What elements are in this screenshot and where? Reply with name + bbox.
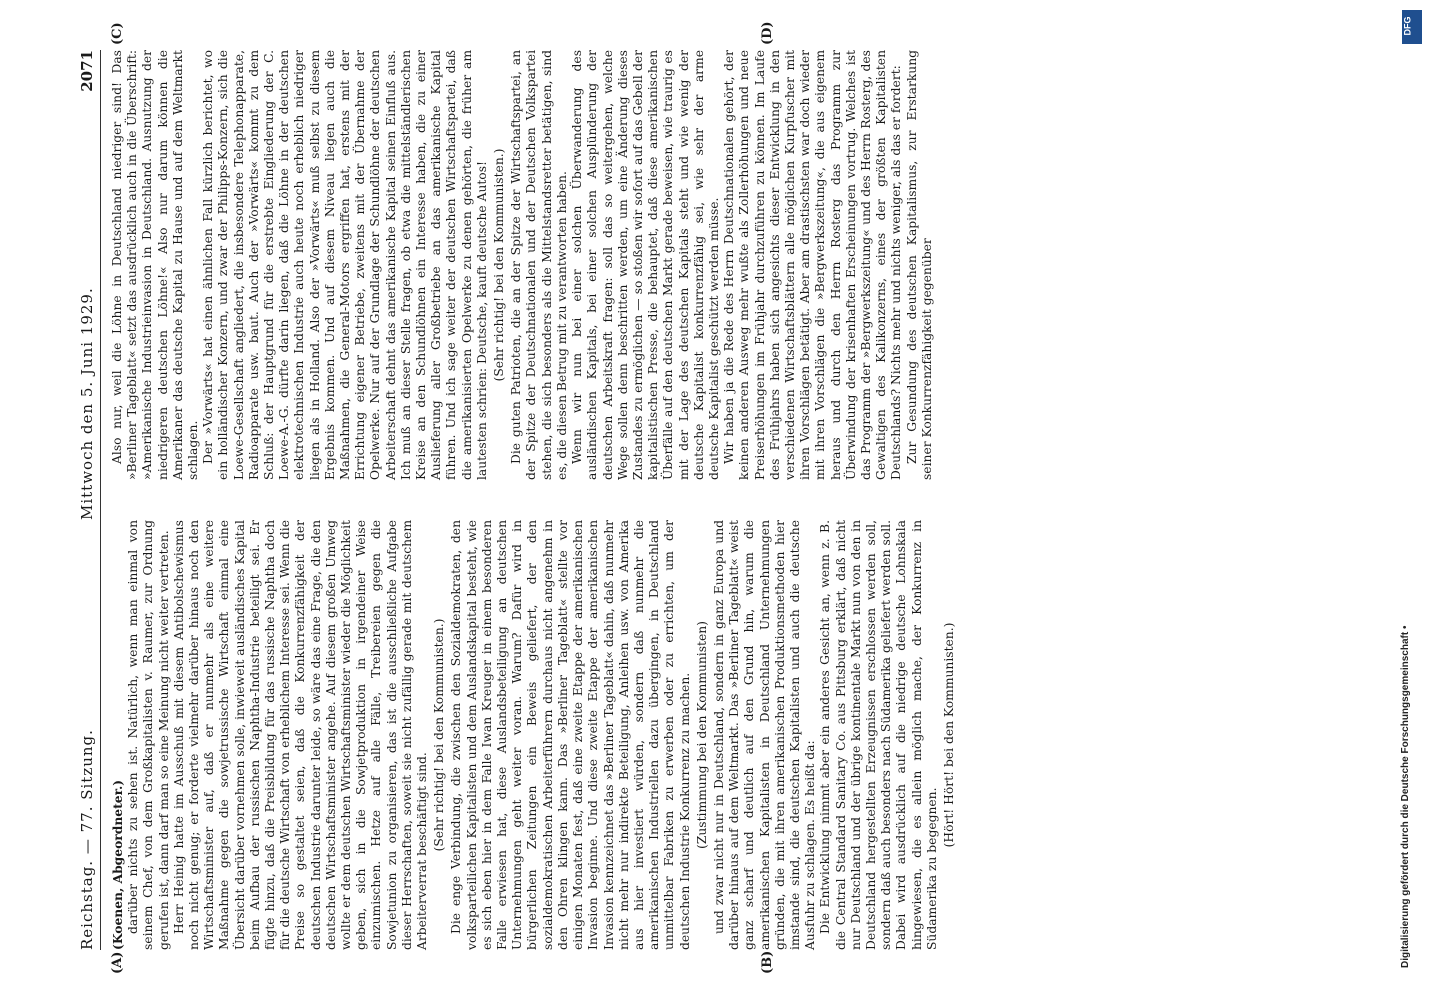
interjection: (Sehr richtig! bei den Kommunisten.) [492,148,507,382]
right-column [110,50,935,480]
paragraph: Zur Gesundung des deutschen Kapitalismus, zur Erstarkung seiner Konkurrenzfähigkeit gegenüber [904,50,934,480]
page-number: 2071 [78,50,96,92]
header-session: Reichstag. — 77. Sitzung. [78,729,96,950]
paragraph: und zwar nicht nur in Deutschland, sondern in ganz Europa und darüber hinaus auf dem Weltmarkt. Das »Berliner Tageblatt« weist ganz scharf und deutlich auf den Grund hin, warum die amerikanischen Kapitalisten in Deutschland Unternehmungen gründen, die mit ihren amerikanischen Produktionsmethoden hier imstande sind, die deutschen Kapitalisten und auch die deutsche Ausfuhr zu schlagen. Es heißt da: [711,520,818,950]
margin-marker-a: (A) [110,951,125,974]
margin-marker-b: (B) [760,950,775,974]
left-column [110,520,959,950]
interjection: (Hört! Hört! bei den Kommunisten.) [941,622,956,848]
digitization-footer [1398,8,1428,993]
paragraph: Herr Heinig hatte im Ausschuß mit diesem Antibolschewismus noch nicht genug; er forderte vielmehr darüber hinaus noch den Wirtschaftsminister auf, daß er nunmehr als eine weitere Maßnahme gegen die sowjetrussische Wirtschaft einmal eine Übersicht darüber vornehmen solle, inwieweit ausländisches Kapital beim Aufbau der russischen Naphtha-Industrie beteiligt sei. Er fügte hinzu, daß die Preisbildung für das russische Naphtha doch für die deutsche Wirtschaft von erheblichem Interesse sei. Wenn die Preise so gestaltet seien, daß die Konkurrenzfähigkeit der deutschen Industrie darunter leide, so wäre das eine Frage, die den deutschen Wirtschaftsminister angehe. Auf diesem großen Umweg wollte er dem deutschen Wirtschaftsminister wieder die Möglichkeit geben, sich in die Sowjetproduktion in irgendeiner Weise einzumischen. Hetze auf alle Fälle, Treibereien gegen die Sowjetunion zu organisieren, das ist die ausschließliche Aufgabe dieser Herrschaften, soweit sie nicht zufällig gerade mit deutschem Arbeiterverrat beschäftigt sind. [171,520,430,950]
paragraph: darüber nichts zu sehen ist. Natürlich, wenn man einmal von seinem Chef, von dem Großkapitalisten v. Raumer, zur Ordnung gerufen ist, dann darf man so eine Meinung nicht weiter vertreten. [126,520,171,950]
funding-notice: Digitalisierung gefördert durch die Deutsche Forschungsgemeinschaft • [1400,625,1411,968]
paragraph: Wenn wir nun bei einer solchen Überwanderung des ausländischen Kapitals, bei einer solchen Ausplünderung der deutschen Arbeitskraft fragen: soll das so weitergehen, welche Wege sollen denn beschritten werden, um eine Änderung dieses Zustandes zu ermöglichen — so stoßen wir sofort auf das Gebell der kapitalistischen Presse, die behauptet, daß diese amerikanischen Überfälle auf den deutschen Markt gerade beweisen, wie traurig es mit der Lage des deutschen Kapitals steht und wie wenig der deutsche Kapitalist konkurrenzfähig sei, wie sehr der arme deutsche Kapitalist geschützt werden müsse. [570,50,721,480]
header-date: Mittwoch den 5. Juni 1929. [78,287,96,520]
header-rule [100,50,101,950]
paragraph: Die guten Patrioten, die an der Spitze der Wirtschaftspartei, an der Spitze der Deutschnationalen und der Deutschen Volkspartei stehen, die sich besonders als die Mittelstandsretter betätigen, sind es, die diesen Betrug mit zu verantworten haben. [509,50,569,480]
paragraph: Der »Vorwärts« hat einen ähnlichen Fall kürzlich berichtet, wo ein holländischer Konzern, und zwar der Philipps-Konzern, sich die Loewe-Gesellschaft angliedert, die insbesondere Telephonapparate, Radioapparate usw. baut. Auch der »Vorwärts« kommt zu dem Schluß: der Hauptgrund für die erstrebte Eingliederung der C. Loewe-A.-G. dürfte darin liegen, daß die Löhne in der deutschen elektrotechnischen Industrie auch heute noch erheblich niedriger liegen als in Holland. Also der »Vorwärts« muß selbst zu diesem Ergebnis kommen. Und auf diesem Niveau liegen auch die Maßnahmen, die General-Motors ergriffen hat, erstens mit der Errichtung eigener Betriebe, zweitens mit der Übernahme der Opelwerke. Nur auf der Grundlage der Schundlöhne der deutschen Arbeiterschaft dehnt das amerikanische Kapital seinen Einfluß aus. Ich muß an dieser Stelle fragen, ob etwa die mittelständlerischen Kreise an den Schundlöhnen ein Interesse haben, die zu einer Auslieferung aller Großbetriebe an das amerikanische Kapital führen. Und ich sage weiter der deutschen Wirtschaftspartei, daß die amerikanisierten Opelwerke zu denen gehörten, die früher am lautesten schrien: Deutsche, kauft deutsche Autos! [201,50,489,480]
margin-marker-d: (D) [760,21,775,45]
document-page [60,20,1380,980]
paragraph: Die enge Verbindung, die zwischen den Sozialdemokraten, den volksparteilichen Kapitalisten und dem Auslandskapital besteht, wie es sich eben hier in dem Falle Iwan Kreuger in einem besonderen Falle erwiesen hat, diese Auslandsbeteiligung an deutschen Unternehmungen geht weiter voran. Warum? Dafür wird in bürgerlichen Zeitungen ein Beweis geliefert, der den sozialdemokratischen Arbeiterführern durchaus nicht angenehm in den Ohren klingen kann. Das »Berliner Tageblatt« stellte vor einigen Monaten fest, daß eine zweite Etappe der amerikanischen Invasion beginne. Und diese zweite Etappe der amerikanischen Invasion kennzeichnet das »Berliner Tageblatt« dahin, daß nunmehr nicht mehr nur indirekte Beteiligung, Anleihen usw. von Amerika aus hier investiert würden, sondern daß nunmehr die amerikanischen Industriellen dazu übergingen, in Deutschland unmittelbar Fabriken zu erwerben oder zu errichten, um der deutschen Industrie Konkurrenz zu machen. [449,520,692,950]
interjection: (Zustimmung bei den Kommunisten) [694,621,709,849]
quotation: Die Entwicklung nimmt aber ein anderes Gesicht an, wenn z. B. die Central Standard Sanitary Co. aus Pittsburg erklärt, daß nicht nur Deutschland und der übrige kontinentale Markt nun von den in Deutschland hergestellten Erzeugnissen erschlossen werden soll, sondern daß auch besonders nach Südamerika geliefert werden soll. Dabei wird ausdrücklich auf die niedrige deutsche Lohnskala hingewiesen, die es allein möglich mache, der Konkurrenz in Südamerika zu begegnen. [818,520,939,950]
margin-marker-c: (C) [110,22,125,45]
paragraph: Wir haben ja die Rede des Herrn Deutschnationalen gehört, der keinen anderen Ausweg mehr wußte als Zollerhöhungen und neue Preiserhöhungen im Frühjahr durchzuführen zu können. Im Laufe des Frühjahrs haben sich angesichts dieser Entwicklung in den verschiedenen Wirtschaftsblättern alle möglichen Kurpfuscher mit ihren Vorschlägen betätigt. Aber am drastischsten war doch wieder mit ihren Vorschlägen die »Bergwerkszeitung«, die aus eigenem heraus und durch den Herrn Rosterg das Programm zur Überwindung der krisenhaften Erscheinungen vortrug. Welches ist das Programm der »Bergwerkszeitung« und des Herrn Rosterg, des Gewaltigen des Kalikonzerns, eines der größten Kapitalisten Deutschlands? Nichts mehr und nichts weniger, als das er fordert: [722,50,904,480]
paragraph: Also nur, weil die Löhne in Deutschland niedriger sind! Das »Berliner Tageblatt« setzt das ausdrücklich auch in die Überschrift: »Amerikanische Industrieinvasion in Deutschland. Ausnutzung der niedrigeren deutschen Löhne!« Also nur darum können die Amerikaner das deutsche Kapital zu Hause und auf dem Weltmarkt schlagen. [110,50,201,480]
speaker-name: (Koenen, Abgeordneter.) [110,779,125,950]
dfg-logo: DFG [1402,10,1422,44]
interjection: (Sehr richtig! bei den Kommunisten.) [432,618,447,852]
